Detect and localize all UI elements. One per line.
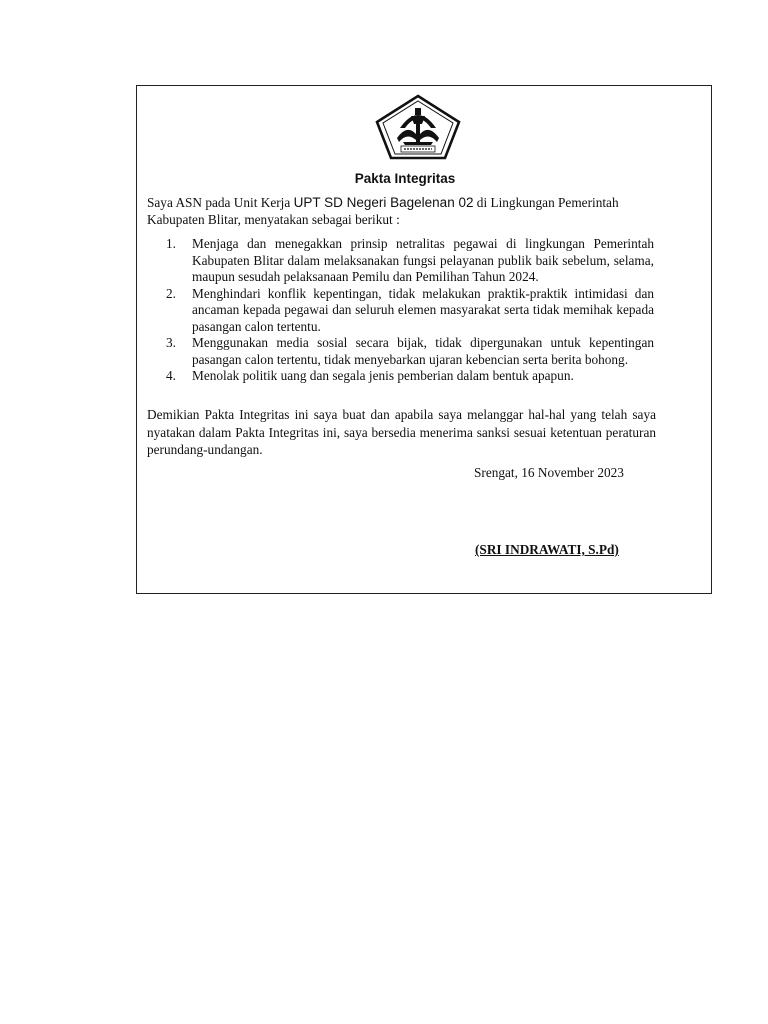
list-item [166, 236, 654, 286]
list-item-number: 3. [166, 335, 176, 350]
list-item-text: Menghindari konflik kepentingan, tidak melakukan praktik-praktik intimidasi dan ancaman kepada pegawai dan seluruh elemen masyarakat serta tidak memihak kepada pasangan calon tertentu. [192, 285, 654, 334]
list-item-text: Menolak politik uang dan segala jenis pemberian dalam bentuk apapun. [192, 368, 574, 383]
intro-text-end: di Lingkungan Pemerintah Kabupaten Blitar, menyatakan sebagai berikut : [147, 195, 619, 227]
intro-text-start: Saya ASN pada Unit Kerja [147, 195, 294, 210]
kabupaten-blitar-emblem-icon [375, 94, 461, 160]
list-item [166, 335, 654, 368]
list-item [166, 368, 654, 385]
list-item [166, 286, 654, 336]
place-date: Srengat, 16 November 2023 [474, 465, 624, 480]
list-item-text: Menggunakan media sosial secara bijak, tidak dipergunakan untuk kepentingan pasangan calon tertentu, tidak menyebarkan ujaran kebencian serta berita bohong. [192, 335, 654, 367]
list-item-number: 1. [166, 236, 176, 251]
document-title: Pakta Integritas [354, 171, 456, 186]
closing-paragraph: Demikian Pakta Integritas ini saya buat dan apabila saya melanggar hal-hal yang telah saya nyatakan dalam Pakta Integritas ini, saya bersedia menerima sanksi sesuai ketentuan peraturan perundang-undangan. [147, 407, 656, 457]
signatory-name: (SRI INDRAWATI, S.Pd) [475, 542, 619, 557]
list-item-number: 4. [166, 368, 176, 383]
list-item-text: Menjaga dan menegakkan prinsip netralitas pegawai di lingkungan Pemerintah Kabupaten Blitar dalam melaksanakan fungsi pelayanan publik baik sebelum, selama, maupun sesudah pelaksanaan Pemilu dan Pemilihan Tahun 2024. [192, 236, 654, 284]
list-item-number: 2. [166, 285, 176, 301]
intro-paragraph [147, 194, 657, 228]
unit-name: UPT SD Negeri Bagelenan 02 [293, 195, 474, 210]
commitment-list [166, 236, 654, 385]
